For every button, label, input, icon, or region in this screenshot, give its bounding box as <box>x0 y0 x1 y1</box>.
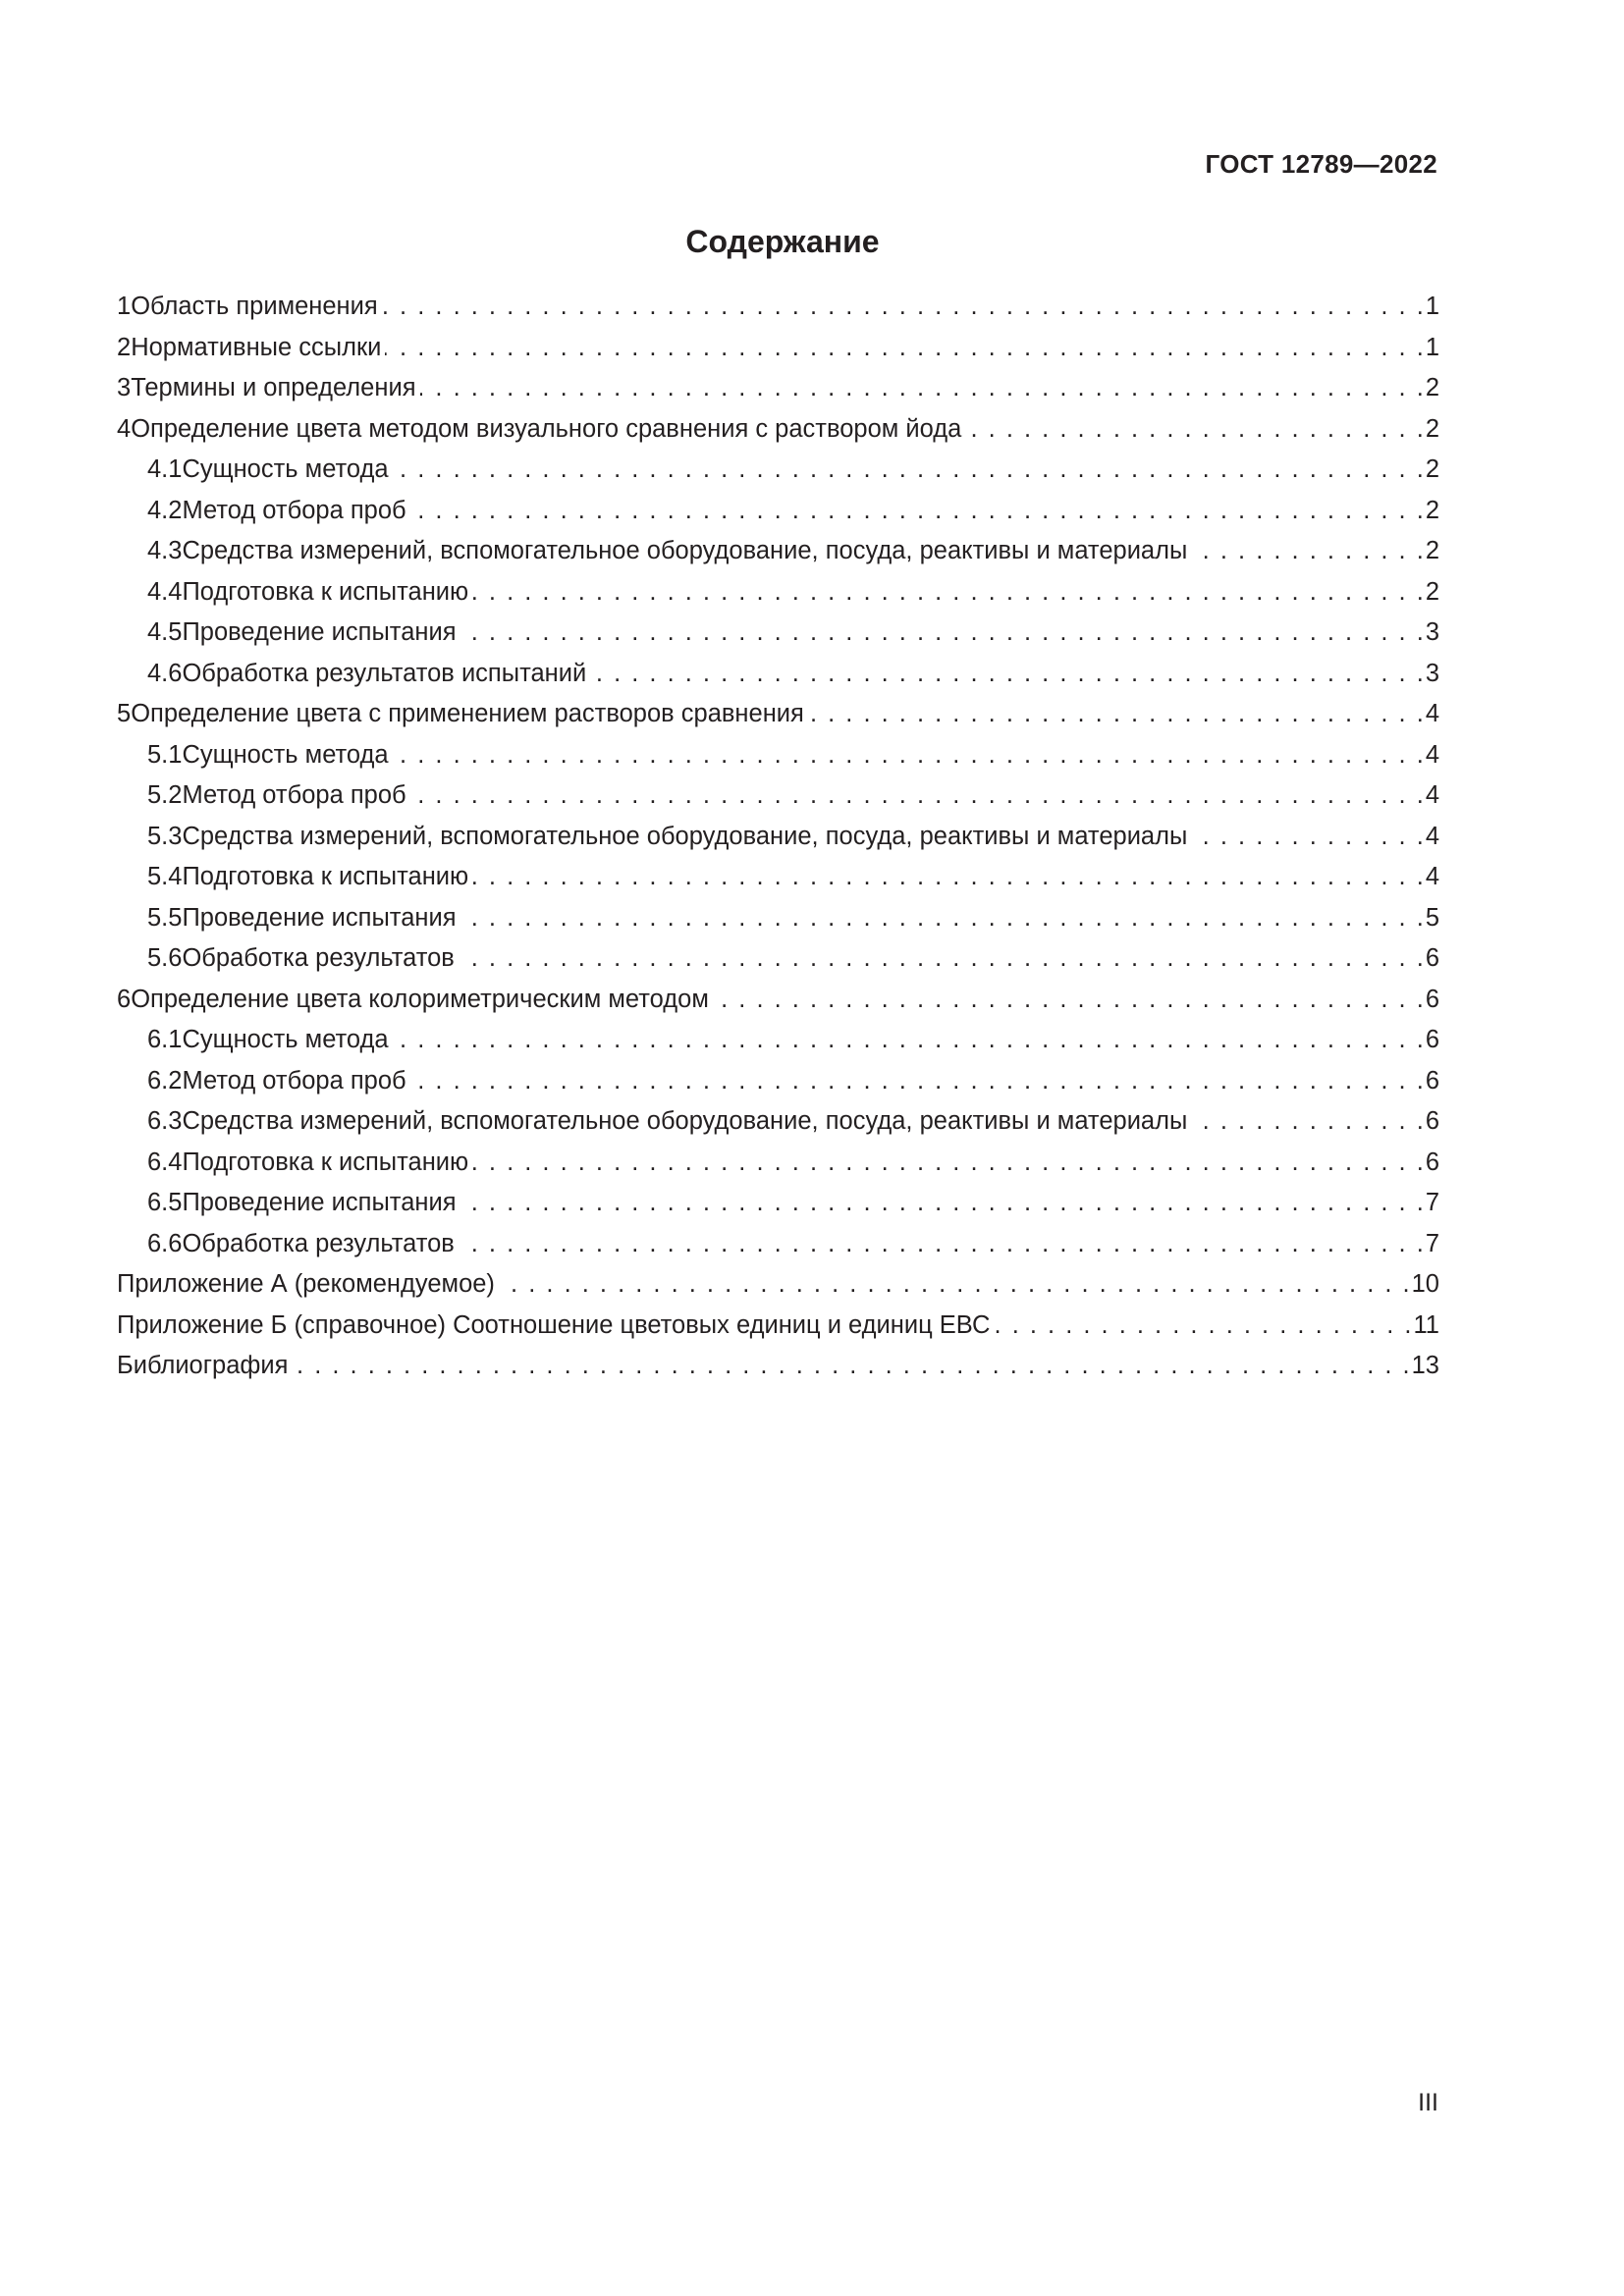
toc-entry[interactable] <box>117 654 1439 695</box>
standard-designation: ГОСТ 12789—2022 <box>1205 149 1437 179</box>
toc-entry-label: Обработка результатов испытаний <box>182 659 587 687</box>
table-of-contents <box>117 287 1439 1387</box>
toc-entry-page: 2 <box>1425 577 1439 606</box>
toc-entry-page: 6 <box>1425 1148 1439 1176</box>
toc-entry[interactable] <box>117 694 1439 735</box>
toc-entry[interactable] <box>117 368 1439 409</box>
toc-entry-page: 4 <box>1425 822 1439 850</box>
toc-dot-leader <box>1191 1101 1423 1143</box>
toc-entry-label: Средства измерений, вспомогательное оборудование, посуда, реактивы и материалы <box>182 822 1188 850</box>
toc-dot-leader <box>292 1346 1409 1387</box>
toc-entry-number: 6.2 <box>147 1066 183 1095</box>
toc-entry-label: Проведение испытания <box>182 903 457 932</box>
toc-dot-leader <box>965 409 1423 451</box>
toc-entry-page: 2 <box>1425 414 1439 443</box>
toc-dot-leader <box>460 898 1424 939</box>
toc-entry-label: Определение цвета колориметрическим методом <box>131 985 709 1013</box>
toc-dot-leader <box>460 613 1424 654</box>
toc-entry-page: 2 <box>1425 374 1439 401</box>
toc-entry-label: Метод отбора проб <box>182 1066 406 1095</box>
toc-entry-label: Подготовка к испытанию <box>182 863 469 890</box>
toc-entry-page: 3 <box>1425 659 1439 687</box>
toc-entry-number: 5.5 <box>147 903 183 932</box>
toc-entry[interactable] <box>117 287 1439 328</box>
toc-entry[interactable] <box>117 1306 1439 1347</box>
page-number: III <box>1418 2089 1438 2116</box>
toc-entry[interactable] <box>117 531 1439 572</box>
toc-entry-label: Проведение испытания <box>182 618 457 646</box>
toc-entry[interactable] <box>117 857 1439 898</box>
toc-dot-leader <box>499 1264 1410 1306</box>
toc-entry-page: 7 <box>1425 1229 1439 1257</box>
toc-entry-page: 4 <box>1425 740 1439 769</box>
toc-entry-label: Приложение А (рекомендуемое) <box>117 1270 495 1298</box>
toc-entry-number: 6.4 <box>147 1148 183 1176</box>
toc-entry-label: Библиография <box>117 1352 289 1379</box>
toc-entry-number: 5.1 <box>147 740 183 769</box>
toc-entry-number: 3 <box>117 374 132 401</box>
toc-dot-leader <box>410 1061 1424 1102</box>
toc-entry-page: 1 <box>1425 293 1439 320</box>
toc-dot-leader <box>994 1306 1411 1347</box>
toc-entry-number: 6.3 <box>147 1107 183 1135</box>
toc-dot-leader <box>393 735 1424 776</box>
toc-dot-leader <box>713 980 1424 1021</box>
toc-dot-leader <box>808 694 1424 735</box>
toc-dot-leader <box>410 775 1424 817</box>
toc-entry[interactable] <box>117 898 1439 939</box>
toc-entry-page: 4 <box>1425 700 1439 727</box>
toc-entry-page: 4 <box>1425 863 1439 890</box>
toc-entry-label: Нормативные ссылки <box>131 333 382 361</box>
toc-dot-leader <box>459 1224 1424 1265</box>
toc-entry-page: 6 <box>1425 1107 1439 1135</box>
toc-entry-number: 5 <box>117 700 132 727</box>
toc-entry-label: Подготовка к испытанию <box>182 1148 469 1176</box>
toc-entry[interactable] <box>117 1061 1439 1102</box>
toc-entry-number: 5.4 <box>147 863 183 890</box>
toc-dot-leader <box>472 857 1424 898</box>
toc-dot-leader <box>472 1143 1424 1184</box>
toc-entry-number: 5.3 <box>147 822 183 850</box>
toc-entry-page: 13 <box>1411 1352 1439 1379</box>
toc-entry-page: 6 <box>1425 1066 1439 1095</box>
toc-entry-label: Обработка результатов <box>182 1229 455 1257</box>
toc-entry-number: 5.2 <box>147 781 183 809</box>
toc-entry[interactable] <box>117 1346 1439 1387</box>
toc-entry-number: 4.4 <box>147 577 183 606</box>
toc-dot-leader <box>1191 531 1423 572</box>
toc-entry-label: Обработка результатов <box>182 944 455 972</box>
toc-entry-page: 6 <box>1425 944 1439 972</box>
toc-entry[interactable] <box>117 1224 1439 1265</box>
toc-entry-label: Область применения <box>131 293 378 320</box>
toc-entry[interactable] <box>117 1264 1439 1306</box>
toc-entry[interactable] <box>117 1183 1439 1224</box>
toc-entry-page: 2 <box>1425 496 1439 524</box>
toc-entry-page: 4 <box>1425 781 1439 809</box>
toc-entry[interactable] <box>117 938 1439 980</box>
toc-entry[interactable] <box>117 1101 1439 1143</box>
toc-entry[interactable] <box>117 1020 1439 1061</box>
toc-entry-page: 2 <box>1425 455 1439 483</box>
toc-entry-number: 4.1 <box>147 455 183 483</box>
toc-entry-label: Приложение Б (справочное) Соотношение цветовых единиц и единиц ЕВС <box>117 1310 991 1339</box>
toc-entry[interactable] <box>117 572 1439 614</box>
toc-entry[interactable] <box>117 328 1439 369</box>
toc-entry-page: 11 <box>1413 1310 1439 1339</box>
toc-entry-page: 6 <box>1425 985 1439 1013</box>
toc-dot-leader <box>590 654 1424 695</box>
toc-entry-page: 2 <box>1425 537 1439 564</box>
toc-dot-leader <box>1191 817 1423 858</box>
toc-entry[interactable] <box>117 735 1439 776</box>
toc-entry-label: Проведение испытания <box>182 1189 457 1216</box>
toc-entry-number: 4.3 <box>147 537 183 564</box>
toc-entry[interactable] <box>117 817 1439 858</box>
toc-entry-number: 6.5 <box>147 1189 183 1216</box>
toc-dot-leader <box>382 287 1424 328</box>
toc-entry[interactable] <box>117 450 1439 491</box>
toc-entry-label: Сущность метода <box>182 740 389 769</box>
toc-entry-number: 4.6 <box>147 659 183 687</box>
toc-entry-page: 3 <box>1425 618 1439 646</box>
toc-entry-page: 7 <box>1425 1189 1439 1216</box>
toc-entry-number: 6.6 <box>147 1229 183 1257</box>
toc-dot-leader <box>393 1020 1424 1061</box>
toc-dot-leader <box>460 1183 1424 1224</box>
toc-entry-number: 4.2 <box>147 496 183 524</box>
toc-entry-number: 5.6 <box>147 944 183 972</box>
toc-dot-leader <box>410 491 1424 532</box>
toc-entry-label: Средства измерений, вспомогательное оборудование, посуда, реактивы и материалы <box>182 1107 1188 1135</box>
toc-entry-page: 1 <box>1425 333 1439 361</box>
toc-entry-number: 2 <box>117 333 132 361</box>
toc-title: Содержание <box>685 224 880 259</box>
toc-entry[interactable] <box>117 491 1439 532</box>
toc-entry-number: 4 <box>117 414 132 443</box>
toc-entry[interactable] <box>117 409 1439 451</box>
toc-dot-leader <box>385 328 1423 369</box>
toc-dot-leader <box>459 938 1424 980</box>
toc-entry-label: Определение цвета методом визуального сравнения с раствором йода <box>131 414 962 443</box>
toc-entry[interactable] <box>117 613 1439 654</box>
toc-entry-label: Подготовка к испытанию <box>182 577 469 606</box>
toc-entry-label: Сущность метода <box>182 455 389 483</box>
toc-entry[interactable] <box>117 775 1439 817</box>
toc-entry-page: 5 <box>1425 903 1439 932</box>
toc-dot-leader <box>393 450 1424 491</box>
toc-entry-label: Метод отбора проб <box>182 781 406 809</box>
toc-dot-leader <box>472 572 1424 614</box>
toc-entry-label: Метод отбора проб <box>182 496 406 524</box>
toc-entry[interactable] <box>117 980 1439 1021</box>
toc-entry-label: Определение цвета с применением растворов сравнения <box>131 700 804 727</box>
toc-entry-number: 1 <box>117 293 132 320</box>
toc-entry-page: 10 <box>1411 1270 1439 1298</box>
toc-entry[interactable] <box>117 1143 1439 1184</box>
toc-entry-page: 6 <box>1425 1026 1439 1053</box>
toc-entry-label: Сущность метода <box>182 1026 389 1053</box>
toc-dot-leader <box>420 368 1424 409</box>
toc-entry-label: Средства измерений, вспомогательное оборудование, посуда, реактивы и материалы <box>182 537 1188 564</box>
toc-entry-number: 6.1 <box>147 1026 183 1053</box>
toc-entry-label: Термины и определения <box>131 374 416 401</box>
toc-entry-number: 6 <box>117 985 132 1013</box>
toc-entry-number: 4.5 <box>147 618 183 646</box>
